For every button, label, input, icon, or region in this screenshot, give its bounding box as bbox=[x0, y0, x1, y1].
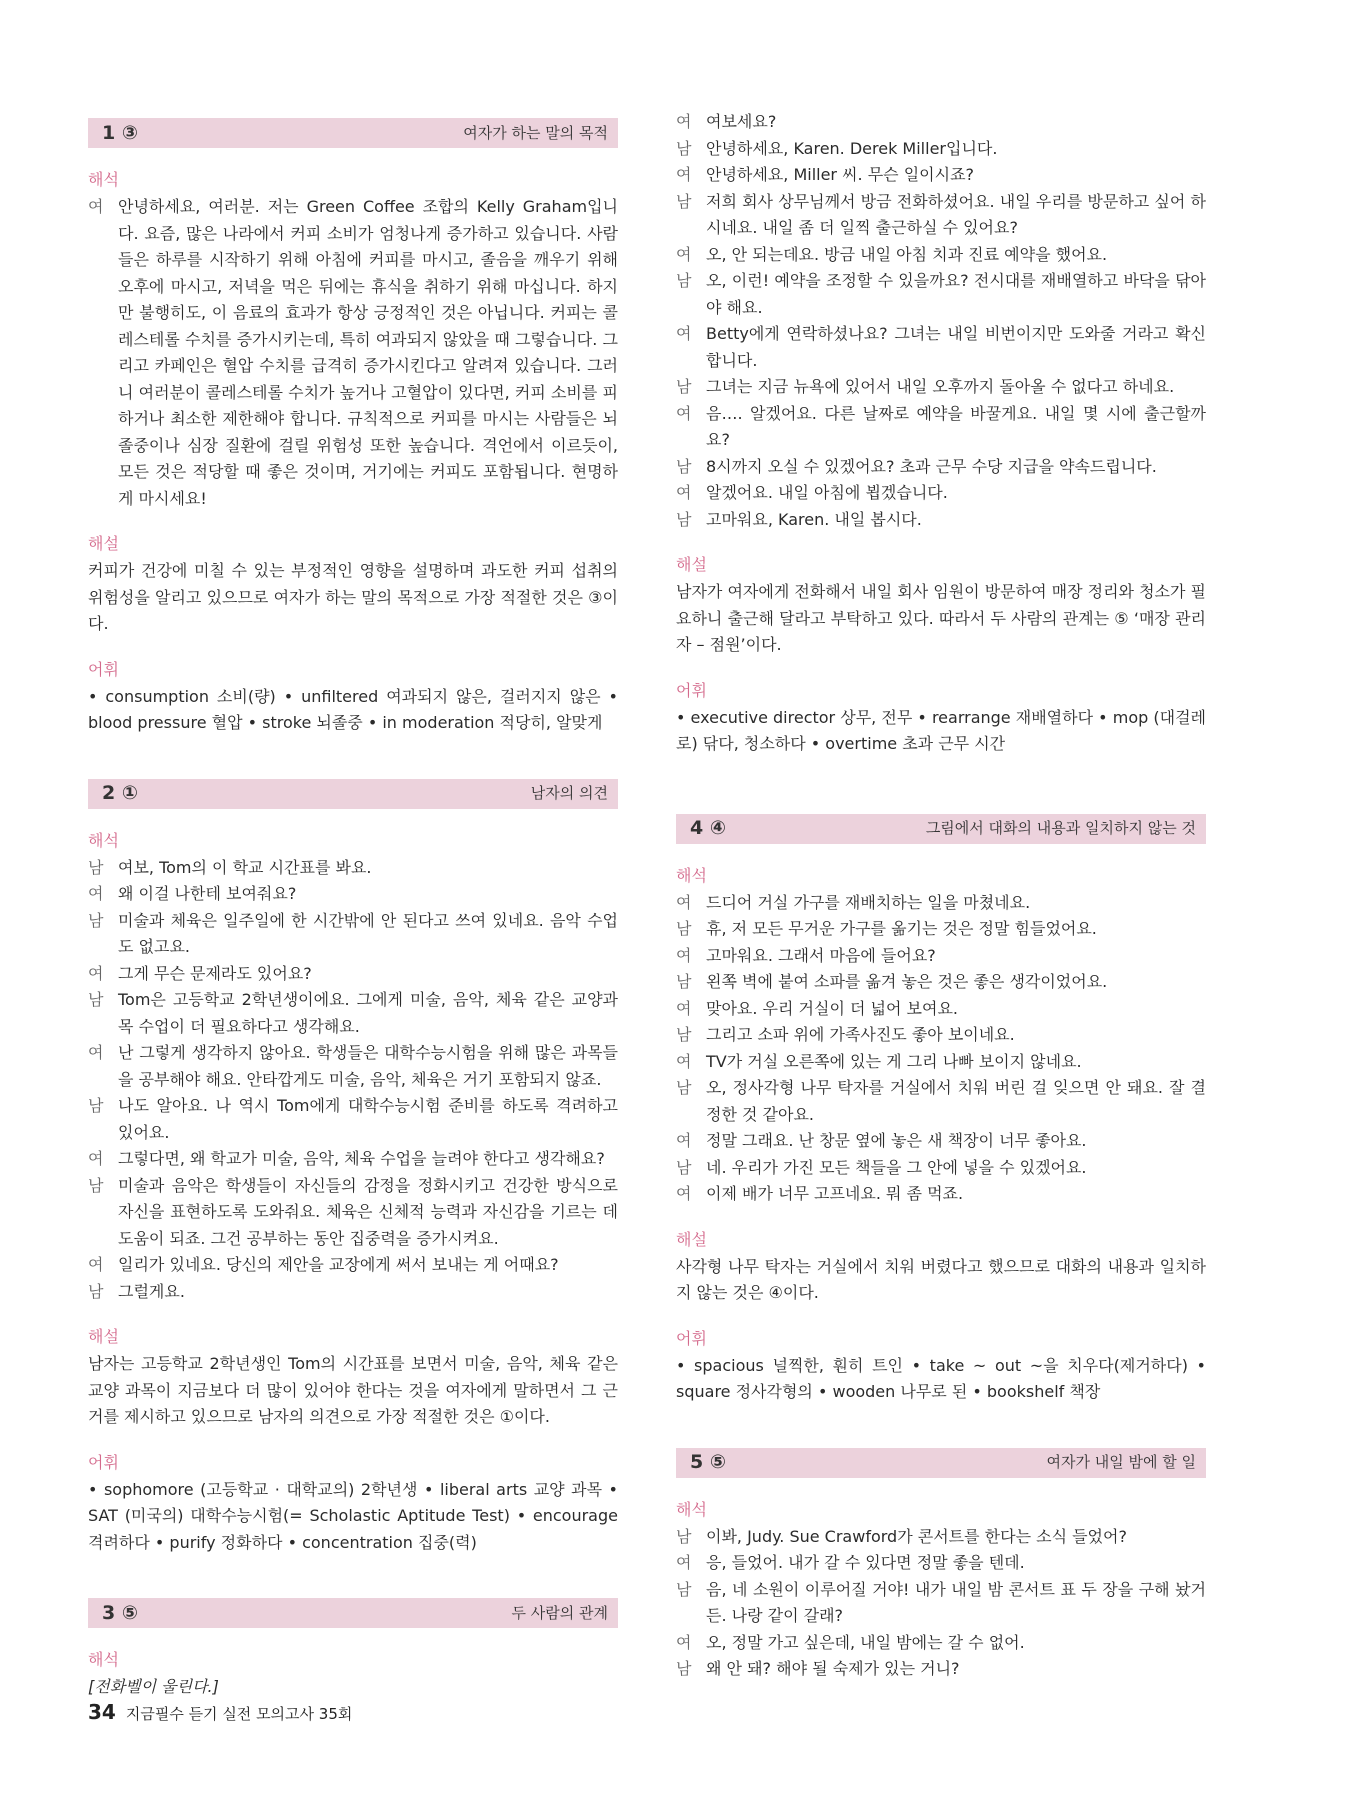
script-text: 이제 배가 너무 고프네요. 뭐 좀 먹죠. bbox=[706, 1184, 964, 1203]
speaker: 여 bbox=[676, 1553, 692, 1572]
script-line bbox=[676, 1630, 1206, 1657]
script-line bbox=[676, 996, 1206, 1023]
script-line bbox=[676, 1524, 1206, 1551]
script-line bbox=[88, 987, 618, 1040]
script-text: 휴, 저 모든 무거운 가구를 옮기는 것은 정말 힘들었어요. bbox=[706, 919, 1097, 938]
explanation-text: 남자가 여자에게 전화해서 내일 회사 임원이 방문하여 매장 정리와 청소가 필요하니 출근해 달라고 부탁하고 있다. 따라서 두 사람의 관계는 ⑤ ‘매장 관리자 – 점원’이다. bbox=[676, 582, 1206, 654]
question-header bbox=[676, 1448, 1206, 1478]
script-text: 오, 안 되는데요. 방금 내일 아침 치과 진료 예약을 했어요. bbox=[706, 244, 1108, 264]
question-topic: 여자가 하는 말의 목적 bbox=[463, 123, 608, 142]
vocab-text: • spacious 널찍한, 훤히 트인 • take ~ out ~을 치우다(제거하다) • square 정사각형의 • wooden 나무로 된 • bookshelf 책장 bbox=[676, 1355, 1206, 1401]
speaker: 남 bbox=[676, 1659, 692, 1678]
speaker: 여 bbox=[88, 1043, 104, 1062]
script-text: 미술과 체육은 일주일에 한 시간밖에 안 된다고 쓰여 있네요. 음악 수업도 없고요. bbox=[118, 910, 618, 956]
question-number: 5 ⑤ bbox=[690, 1451, 726, 1474]
speaker: 여 bbox=[88, 197, 104, 216]
stage-direction: [전화벨이 울린다.] bbox=[88, 1677, 219, 1696]
question-header bbox=[676, 814, 1206, 844]
script-text: 미술과 음악은 학생들이 자신들의 감정을 정화시키고 건강한 방식으로 자신을 표현하도록 도와줘요. 체육은 신체적 능력과 자신감을 기르는 데 도움이 되죠. 그건 공부하는 동안 집중력을 증가시켜요. bbox=[118, 1175, 618, 1248]
script-line bbox=[676, 1022, 1206, 1049]
script-text: TV가 거실 오른쪽에 있는 게 그리 나빠 보이지 않네요. bbox=[706, 1051, 1082, 1071]
script-text: 난 그렇게 생각하지 않아요. 학생들은 대학수능시험을 위해 많은 과목들을 공부해야 해요. 안타깝게도 미술, 음악, 체육은 거기 포함되지 않죠. bbox=[118, 1043, 618, 1089]
script-line bbox=[676, 507, 1206, 534]
script-line bbox=[676, 1550, 1206, 1577]
explanation-label: 해설 bbox=[88, 1327, 119, 1346]
question-number: 1 ③ bbox=[102, 121, 138, 144]
explanation-label: 해설 bbox=[676, 555, 707, 574]
speaker: 남 bbox=[676, 1078, 692, 1097]
question-topic: 그림에서 대화의 내용과 일치하지 않는 것 bbox=[925, 819, 1196, 838]
script-line bbox=[88, 1093, 618, 1146]
script-line bbox=[676, 480, 1206, 507]
speaker: 여 bbox=[676, 483, 692, 502]
script-line bbox=[676, 136, 1206, 163]
speaker: 여 bbox=[676, 1632, 692, 1652]
speaker: 남 bbox=[676, 271, 692, 290]
speaker: 남 bbox=[88, 910, 104, 930]
speaker: 여 bbox=[676, 945, 692, 965]
script-text: 고마워요, Karen. 내일 봅시다. bbox=[706, 509, 922, 529]
script-text: 안녕하세요, Karen. Derek Miller입니다. bbox=[706, 138, 998, 158]
vocab-label: 어휘 bbox=[676, 1328, 707, 1348]
question-number: 4 ④ bbox=[690, 817, 726, 840]
speaker: 남 bbox=[676, 191, 692, 211]
speaker: 남 bbox=[676, 1526, 692, 1546]
question-topic: 두 사람의 관계 bbox=[511, 1603, 608, 1622]
speaker: 남 bbox=[676, 456, 692, 476]
speaker: 남 bbox=[88, 1175, 104, 1195]
vocab-text: • consumption 소비(량) • unfiltered 여과되지 않은, 걸러지지 않은 • blood pressure 혈압 • stroke 뇌졸중 • in moderation 적당히, 알맞게 bbox=[88, 686, 618, 732]
speaker: 남 bbox=[88, 1096, 104, 1115]
script-line bbox=[676, 1181, 1206, 1208]
speaker: 남 bbox=[676, 138, 692, 158]
script-text: 안녕하세요, 여러분. 저는 Green Coffee 조합의 Kelly Graham입니다. 요즘, 많은 나라에서 커피 소비가 엄청나게 증가하고 있습니다. 사람들은 하루를 시작하기 위해 아침에 커피를 마시고, 졸음을 깨우기 위해 오후에 마시고, 저녁을 먹은 뒤에는 휴식을 취하기 위해 마십니다. 하지만 불행히도, 이 음료의 효과가 항상 긍정적인 것은 아닙니다. 커피는 콜레스테롤 수치를 증가시키는데, 특히 여과되지 않았을 때 그렇습니다. 그리고 카페인은 혈압 수치를 급격히 증가시킨다고 알려져 있습니다. 그러니 여러분이 콜레스테롤 수치가 높거나 고혈압이 있다면, 커피 소비를 피하거나 최소한 제한해야 합니다. 규칙적으로 커피를 마시는 사람들은 뇌졸중이나 심장 질환에 걸릴 위험성 또한 높습니다. 격언에서 이르듯이, 모든 것은 적당할 때 좋은 것이며, 거기에는 커피도 포함됩니다. 현명하게 마시세요! bbox=[118, 197, 618, 508]
script-text: 맞아요. 우리 거실이 더 넓어 보여요. bbox=[706, 998, 958, 1018]
vocab-label: 어휘 bbox=[676, 680, 707, 700]
script-line bbox=[676, 1128, 1206, 1155]
script-line bbox=[88, 194, 618, 512]
script-line bbox=[88, 1146, 618, 1173]
script-text: 음, 네 소원이 이루어질 거야! 내가 내일 밤 콘서트 표 두 장을 구해 놨거든. 나랑 같이 갈래? bbox=[706, 1579, 1206, 1625]
page-number: 34 bbox=[88, 1700, 116, 1724]
question-header bbox=[88, 1598, 618, 1628]
explanation-text: 사각형 나무 탁자는 거실에서 치워 버렸다고 했으므로 대화의 내용과 일치하지 않는 것은 ④이다. bbox=[676, 1256, 1206, 1302]
speaker: 남 bbox=[676, 509, 692, 529]
question-topic: 여자가 내일 밤에 할 일 bbox=[1046, 1453, 1196, 1472]
script-text: 그녀는 지금 뉴욕에 있어서 내일 오후까지 돌아올 수 없다고 하네요. bbox=[706, 377, 1175, 396]
speaker: 남 bbox=[88, 990, 104, 1009]
vocab-label: 어휘 bbox=[88, 659, 119, 679]
question-topic: 남자의 의견 bbox=[530, 784, 608, 803]
script-text: 알겠어요. 내일 아침에 뵙겠습니다. bbox=[706, 483, 948, 502]
left-column bbox=[88, 118, 618, 1701]
script-line bbox=[88, 908, 618, 961]
speaker: 여 bbox=[88, 1255, 104, 1274]
script-label: 해석 bbox=[88, 830, 119, 850]
script-text: 왼쪽 벽에 붙여 소파를 옮겨 놓은 것은 좋은 생각이었어요. bbox=[706, 972, 1108, 991]
speaker: 남 bbox=[676, 972, 692, 991]
speaker: 여 bbox=[676, 324, 692, 343]
script-line bbox=[676, 321, 1206, 374]
script-line bbox=[676, 162, 1206, 189]
script-text: 네. 우리가 가진 모든 책들을 그 안에 넣을 수 있겠어요. bbox=[706, 1157, 1087, 1177]
speaker: 남 bbox=[88, 1281, 104, 1301]
speaker: 여 bbox=[676, 112, 692, 131]
script-text: 응, 들었어. 내가 갈 수 있다면 정말 좋을 텐데. bbox=[706, 1553, 1025, 1572]
question-number: 2 ① bbox=[102, 782, 138, 805]
question-header bbox=[88, 118, 618, 148]
speaker: 남 bbox=[676, 919, 692, 938]
speaker: 여 bbox=[676, 1131, 692, 1150]
script-text: 8시까지 오실 수 있겠어요? 초과 근무 수당 지급을 약속드립니다. bbox=[706, 456, 1157, 476]
speaker: 여 bbox=[676, 1051, 692, 1071]
script-text: 그렇다면, 왜 학교가 미술, 음악, 체육 수업을 늘려야 한다고 생각해요? bbox=[118, 1149, 605, 1168]
script-line bbox=[676, 943, 1206, 970]
script-line bbox=[676, 401, 1206, 454]
script-line bbox=[88, 1173, 618, 1253]
speaker: 여 bbox=[676, 998, 692, 1018]
script-line bbox=[676, 242, 1206, 269]
speaker: 남 bbox=[676, 1579, 692, 1599]
explanation-text: 커피가 건강에 미칠 수 있는 부정적인 영향을 설명하며 과도한 커피 섭취의 위험성을 알리고 있으므로 여자가 하는 말의 목적으로 가장 적절한 것은 ③이다. bbox=[88, 561, 618, 633]
script-line bbox=[676, 890, 1206, 917]
question-number: 3 ⑤ bbox=[102, 1601, 138, 1624]
script-label: 해석 bbox=[88, 1650, 119, 1669]
script-line bbox=[676, 109, 1206, 136]
script-line bbox=[676, 1155, 1206, 1182]
script-text: 그게 무슨 문제라도 있어요? bbox=[118, 963, 312, 983]
script-line bbox=[676, 454, 1206, 481]
vocab-text: • sophomore (고등학교 · 대학교의) 2학년생 • liberal arts 교양 과목 • SAT (미국의) 대학수능시험(= Scholastic Aptitude Test) • encourage 격려하다 • purify 정화하다 • concentration 집중(력) bbox=[88, 1479, 618, 1552]
script-text: 왜 이걸 나한테 보여줘요? bbox=[118, 884, 297, 903]
script-line bbox=[88, 855, 618, 882]
script-line bbox=[88, 1279, 618, 1306]
script-text: 여보세요? bbox=[706, 112, 777, 131]
speaker: 여 bbox=[676, 403, 692, 423]
script-line bbox=[676, 1656, 1206, 1683]
script-text: 이봐, Judy. Sue Crawford가 콘서트를 한다는 소식 들었어? bbox=[706, 1526, 1127, 1546]
speaker: 여 bbox=[676, 165, 692, 184]
book-title: 지금필수 듣기 실전 모의고사 35회 bbox=[125, 1705, 353, 1723]
script-text: Betty에게 연락하셨나요? 그녀는 내일 비번이지만 도와줄 거라고 확신합니다. bbox=[706, 324, 1206, 370]
script-line bbox=[676, 268, 1206, 321]
script-text: 오, 정사각형 나무 탁자를 거실에서 치워 버린 걸 잊으면 안 돼요. 잘 결정한 것 같아요. bbox=[706, 1078, 1206, 1124]
script-line bbox=[676, 374, 1206, 401]
script-text: 일리가 있네요. 당신의 제안을 교장에게 써서 보내는 게 어때요? bbox=[118, 1255, 559, 1274]
vocab-label: 어휘 bbox=[88, 1452, 119, 1472]
script-line bbox=[676, 1577, 1206, 1630]
speaker: 여 bbox=[88, 963, 104, 983]
speaker: 남 bbox=[676, 1025, 692, 1044]
speaker: 남 bbox=[676, 377, 692, 396]
script-text: 안녕하세요, Miller 씨. 무슨 일이시죠? bbox=[706, 165, 975, 184]
question-header bbox=[88, 779, 618, 809]
script-line bbox=[88, 961, 618, 988]
script-line bbox=[676, 969, 1206, 996]
script-line bbox=[676, 916, 1206, 943]
script-text: 오, 정말 가고 싶은데, 내일 밤에는 갈 수 없어. bbox=[706, 1632, 1025, 1652]
script-text: 드디어 거실 가구를 재배치하는 일을 마쳤네요. bbox=[706, 892, 1031, 912]
script-text: 저희 회사 상무님께서 방금 전화하셨어요. 내일 우리를 방문하고 싶어 하시네요. 내일 좀 더 일찍 출근하실 수 있어요? bbox=[706, 191, 1206, 237]
script-text: 정말 그래요. 난 창문 옆에 놓은 새 책장이 너무 좋아요. bbox=[706, 1131, 1087, 1150]
script-text: 왜 안 돼? 해야 될 숙제가 있는 거니? bbox=[706, 1659, 960, 1678]
speaker: 남 bbox=[676, 1157, 692, 1177]
speaker: 남 bbox=[88, 857, 104, 877]
script-line bbox=[676, 1075, 1206, 1128]
script-line bbox=[88, 881, 618, 908]
script-text: 고마워요. 그래서 마음에 들어요? bbox=[706, 945, 936, 965]
script-line bbox=[88, 1252, 618, 1279]
right-column bbox=[676, 109, 1206, 1683]
script-line bbox=[88, 1040, 618, 1093]
script-text: 그럴게요. bbox=[118, 1281, 185, 1301]
script-text: 음…. 알겠어요. 다른 날짜로 예약을 바꿀게요. 내일 몇 시에 출근할까요? bbox=[706, 403, 1206, 449]
speaker: 여 bbox=[676, 1184, 692, 1203]
script-label: 해석 bbox=[676, 1499, 707, 1519]
script-text: 오, 이런! 예약을 조정할 수 있을까요? 전시대를 재배열하고 바닥을 닦아야 해요. bbox=[706, 271, 1206, 317]
speaker: 여 bbox=[676, 244, 692, 264]
vocab-text: • executive director 상무, 전무 • rearrange 재배열하다 • mop (대걸레로) 닦다, 청소하다 • overtime 초과 근무 시간 bbox=[676, 707, 1206, 753]
script-line bbox=[676, 189, 1206, 242]
explanation-text: 남자는 고등학교 2학년생인 Tom의 시간표를 보면서 미술, 음악, 체육 같은 교양 과목이 지금보다 더 많이 있어야 한다는 것을 여자에게 말하면서 그 근거를 제시하고 있으므로 남자의 의견으로 가장 적절한 것은 ①이다. bbox=[88, 1354, 618, 1426]
script-label: 해석 bbox=[88, 170, 119, 189]
script-text: Tom은 고등학교 2학년생이에요. 그에게 미술, 음악, 체육 같은 교양과목 수업이 더 필요하다고 생각해요. bbox=[118, 990, 618, 1036]
speaker: 여 bbox=[676, 892, 692, 912]
explanation-label: 해설 bbox=[676, 1229, 707, 1249]
script-line bbox=[676, 1049, 1206, 1076]
script-text: 나도 알아요. 나 역시 Tom에게 대학수능시험 준비를 하도록 격려하고 있어요. bbox=[118, 1096, 618, 1142]
explanation-label: 해설 bbox=[88, 534, 119, 553]
page-footer bbox=[88, 1700, 352, 1724]
speaker: 여 bbox=[88, 884, 104, 903]
script-text: 그리고 소파 위에 가족사진도 좋아 보이네요. bbox=[706, 1025, 1015, 1044]
speaker: 여 bbox=[88, 1149, 104, 1168]
script-label: 해석 bbox=[676, 865, 707, 885]
script-text: 여보, Tom의 이 학교 시간표를 봐요. bbox=[118, 857, 372, 877]
